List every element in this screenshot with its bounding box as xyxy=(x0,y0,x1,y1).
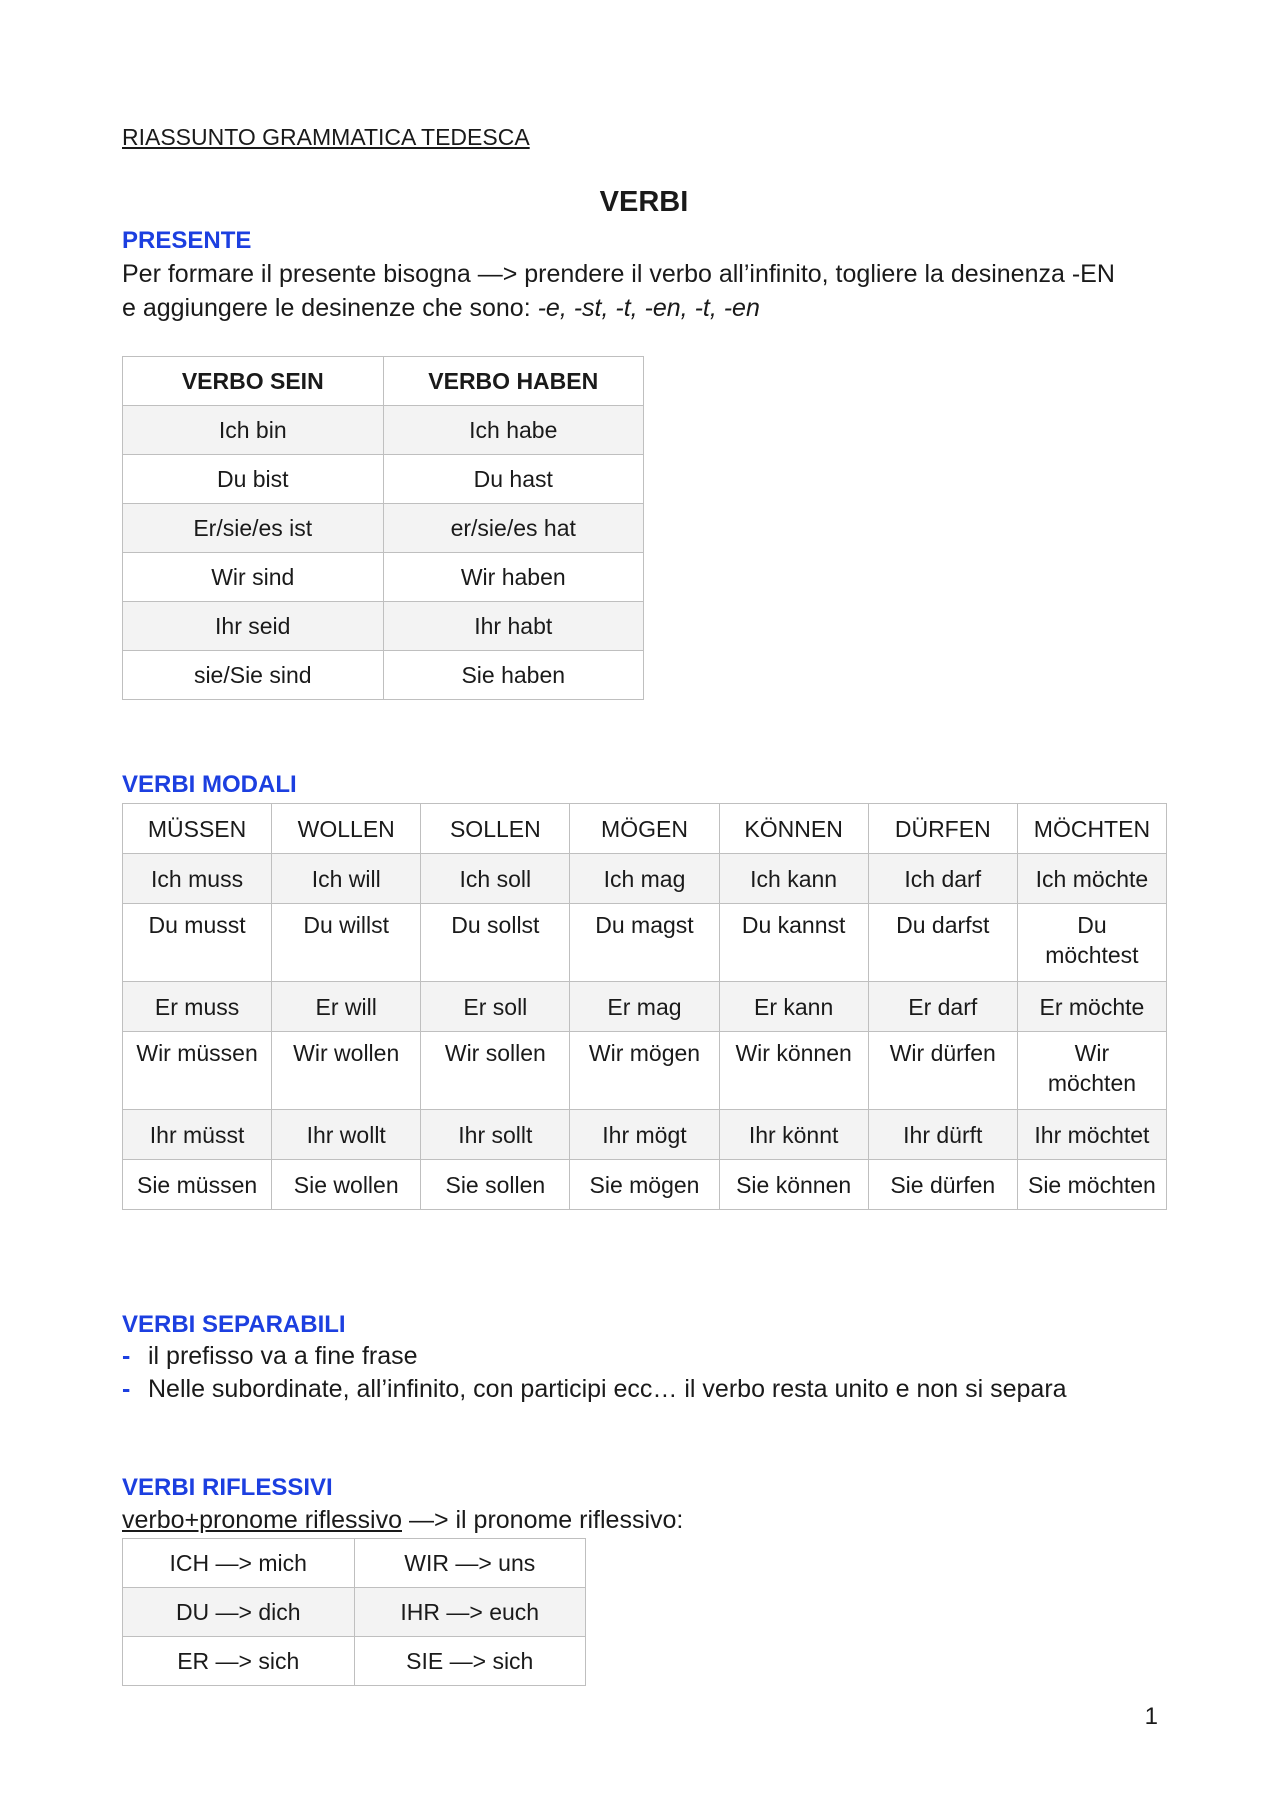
table-cell: Wir mögen xyxy=(570,1032,719,1110)
presente-paragraph xyxy=(122,257,1115,325)
table-cell: Ich bin xyxy=(123,406,384,455)
presente-line-1: Per formare il presente bisogna —> prendere il verbo all’infinito, togliere la desinenza -EN xyxy=(122,260,1115,288)
table-cell: Ihr habt xyxy=(383,602,644,651)
table-cell: Du möchtest xyxy=(1017,904,1166,982)
table-cell: Sie sollen xyxy=(421,1160,570,1210)
header-verbo-sein: VERBO SEIN xyxy=(123,357,384,406)
table-cell: IHR —> euch xyxy=(354,1588,586,1637)
table-cell: Wir müssen xyxy=(123,1032,272,1110)
table-row xyxy=(123,455,644,504)
table-cell: Sie haben xyxy=(383,651,644,700)
table-cell: Er muss xyxy=(123,982,272,1032)
table-row xyxy=(123,1160,1167,1210)
table-cell: Sie können xyxy=(719,1160,868,1210)
table-cell: Wir sollen xyxy=(421,1032,570,1110)
table-cell: Ich mag xyxy=(570,854,719,904)
table-row xyxy=(123,553,644,602)
table-row xyxy=(123,651,644,700)
list-item xyxy=(122,1373,1067,1406)
table-row xyxy=(123,1032,1167,1110)
table-cell: Er soll xyxy=(421,982,570,1032)
table-cell: Du willst xyxy=(272,904,421,982)
header-wollen: WOLLEN xyxy=(272,804,421,854)
list-item xyxy=(122,1340,1067,1373)
table-cell: er/sie/es hat xyxy=(383,504,644,553)
table-pronomi-riflessivi xyxy=(122,1538,586,1686)
table-cell: Wir wollen xyxy=(272,1032,421,1110)
table-cell: Ich kann xyxy=(719,854,868,904)
riflessivi-intro-underlined: verbo+pronome riflessivo xyxy=(122,1506,402,1534)
table-cell: Du magst xyxy=(570,904,719,982)
table-cell: Ihr müsst xyxy=(123,1110,272,1160)
table-cell: Du sollst xyxy=(421,904,570,982)
table-cell: Wir möchten xyxy=(1017,1032,1166,1110)
table-cell: Ihr mögt xyxy=(570,1110,719,1160)
table-cell: ICH —> mich xyxy=(123,1539,355,1588)
bullet-dash: - xyxy=(122,1342,131,1370)
table-cell: Wir dürfen xyxy=(868,1032,1017,1110)
table-cell: Du hast xyxy=(383,455,644,504)
table-cell: Wir haben xyxy=(383,553,644,602)
presente-endings: -e, -st, -t, -en, -t, -en xyxy=(537,294,760,322)
bullet-dash: - xyxy=(122,1375,131,1403)
table-cell: Er kann xyxy=(719,982,868,1032)
table-cell: Er möchte xyxy=(1017,982,1166,1032)
list-item-text: Nelle subordinate, all’infinito, con participi ecc… il verbo resta unito e non si separa xyxy=(148,1375,1067,1403)
section-heading-modali: VERBI MODALI xyxy=(122,771,297,798)
table-cell: Ich darf xyxy=(868,854,1017,904)
table-cell: Er will xyxy=(272,982,421,1032)
table-cell: Ich will xyxy=(272,854,421,904)
section-heading-separabili: VERBI SEPARABILI xyxy=(122,1311,346,1338)
table-row xyxy=(123,1588,586,1637)
header-verbo-haben: VERBO HABEN xyxy=(383,357,644,406)
table-header-row xyxy=(123,804,1167,854)
table-cell: Du kannst xyxy=(719,904,868,982)
separabili-list xyxy=(122,1340,1067,1406)
table-cell: Ihr dürft xyxy=(868,1110,1017,1160)
table-cell: Ich soll xyxy=(421,854,570,904)
table-row xyxy=(123,982,1167,1032)
table-row xyxy=(123,1637,586,1686)
header-moechten: MÖCHTEN xyxy=(1017,804,1166,854)
header-sollen: SOLLEN xyxy=(421,804,570,854)
section-heading-riflessivi: VERBI RIFLESSIVI xyxy=(122,1474,333,1501)
table-cell: sie/Sie sind xyxy=(123,651,384,700)
header-muessen: MÜSSEN xyxy=(123,804,272,854)
table-cell: Ihr möchtet xyxy=(1017,1110,1166,1160)
table-cell: Wir sind xyxy=(123,553,384,602)
table-cell: ER —> sich xyxy=(123,1637,355,1686)
table-sein-haben xyxy=(122,356,644,700)
table-cell: DU —> dich xyxy=(123,1588,355,1637)
table-cell: Sie wollen xyxy=(272,1160,421,1210)
presente-line-2 xyxy=(122,291,1115,325)
presente-line-2-prefix: e aggiungere le desinenze che sono: xyxy=(122,294,538,322)
section-heading-presente: PRESENTE xyxy=(122,227,252,254)
table-cell: Sie möchten xyxy=(1017,1160,1166,1210)
table-cell: Ihr könnt xyxy=(719,1110,868,1160)
table-cell: Er darf xyxy=(868,982,1017,1032)
table-row xyxy=(123,406,644,455)
table-row xyxy=(123,602,644,651)
header-moegen: MÖGEN xyxy=(570,804,719,854)
table-row xyxy=(123,904,1167,982)
table-verbi-modali xyxy=(122,803,1167,1210)
table-cell: Ich möchte xyxy=(1017,854,1166,904)
table-cell: Du bist xyxy=(123,455,384,504)
list-item-text: il prefisso va a fine frase xyxy=(148,1342,418,1370)
table-cell: Du musst xyxy=(123,904,272,982)
table-cell: Ich muss xyxy=(123,854,272,904)
main-heading: VERBI xyxy=(599,186,689,218)
table-cell: Sie mögen xyxy=(570,1160,719,1210)
table-cell: Sie dürfen xyxy=(868,1160,1017,1210)
table-cell: Er mag xyxy=(570,982,719,1032)
table-cell: Wir können xyxy=(719,1032,868,1110)
riflessivi-intro-rest: —> il pronome riflessivo: xyxy=(402,1506,684,1534)
header-koennen: KÖNNEN xyxy=(719,804,868,854)
table-header-row xyxy=(123,357,644,406)
table-row xyxy=(123,854,1167,904)
document-title: RIASSUNTO GRAMMATICA TEDESCA xyxy=(122,124,530,150)
table-cell: Ihr wollt xyxy=(272,1110,421,1160)
riflessivi-intro xyxy=(122,1503,683,1537)
table-cell: SIE —> sich xyxy=(354,1637,586,1686)
table-cell: Er/sie/es ist xyxy=(123,504,384,553)
table-cell: Sie müssen xyxy=(123,1160,272,1210)
table-row xyxy=(123,1539,586,1588)
table-row xyxy=(123,1110,1167,1160)
table-cell: Du darfst xyxy=(868,904,1017,982)
table-cell: Ich habe xyxy=(383,406,644,455)
table-row xyxy=(123,504,644,553)
page-number: 1 xyxy=(1144,1703,1158,1730)
header-duerfen: DÜRFEN xyxy=(868,804,1017,854)
table-cell: Ihr sollt xyxy=(421,1110,570,1160)
table-cell: WIR —> uns xyxy=(354,1539,586,1588)
table-cell: Ihr seid xyxy=(123,602,384,651)
